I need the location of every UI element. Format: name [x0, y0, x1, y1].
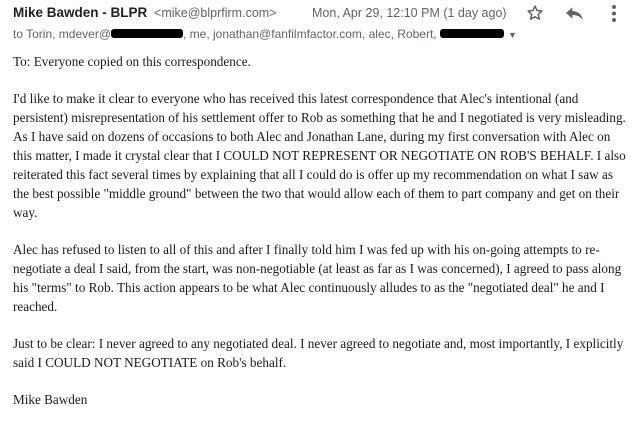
chevron-down-icon[interactable]: ▼ — [507, 29, 517, 40]
star-icon[interactable] — [526, 4, 544, 22]
recipients-prefix: to Torin, mdever@ — [13, 27, 111, 41]
redaction-bar — [111, 29, 183, 38]
message-date: Mon, Apr 29, 12:10 PM (1 day ago) — [312, 6, 507, 20]
signature: Mike Bawden — [13, 392, 88, 407]
email-header — [0, 0, 634, 50]
reply-icon[interactable] — [564, 5, 584, 21]
message-body — [13, 52, 627, 409]
more-vert-icon[interactable] — [611, 4, 617, 23]
redaction-bar — [440, 29, 504, 38]
paragraph-3: Just to be clear: I never agreed to any negotiated deal. I never agreed to negotiate and, most importantly, I explicitly said I COULD NOT NEGOTIATE on Rob's behalf. — [13, 336, 624, 370]
sender-email: <mike@blprfirm.com> — [154, 6, 277, 20]
recipients-line[interactable] — [13, 27, 517, 41]
sender-line — [13, 5, 276, 20]
recipients-mid: , me, jonathan@fanfilmfactor.com, alec, Robert, — [183, 27, 437, 41]
sender-name[interactable]: Mike Bawden - BLPR — [13, 5, 148, 20]
paragraph-1: I'd like to make it clear to everyone who has received this latest correspondence that Alec's intentional (and persistent) misrepresentation of his settlement offer to Rob as something that he and I negotiated is very misleading. As I have said on dozens of occasions to both Alec and Jonathan Lane, during my first conversation with Alec on this matter, I made it crystal clear that I COULD NOT REPRESENT OR NEGOTIATE ON ROB'S BEHALF. I also reiterated this fact several times by explaining that all I could do is offer up my recommendation on what I saw as the best possible "middle ground" between the two that would allow each of them to part company and get on their way. — [13, 91, 626, 220]
paragraph-2: Alec has refused to listen to all of this and after I finally told him I was fed up with his on-going attempts to re-negotiate a deal I said, from the start, was non-negotiable (at least as far as I was concerned), I agreed to pass along his "terms" to Rob. This action appears to be what Alec continuously alludes to as the "negotiated deal" he and I reached. — [13, 242, 622, 314]
salutation: To: Everyone copied on this correspondence. — [13, 54, 251, 69]
